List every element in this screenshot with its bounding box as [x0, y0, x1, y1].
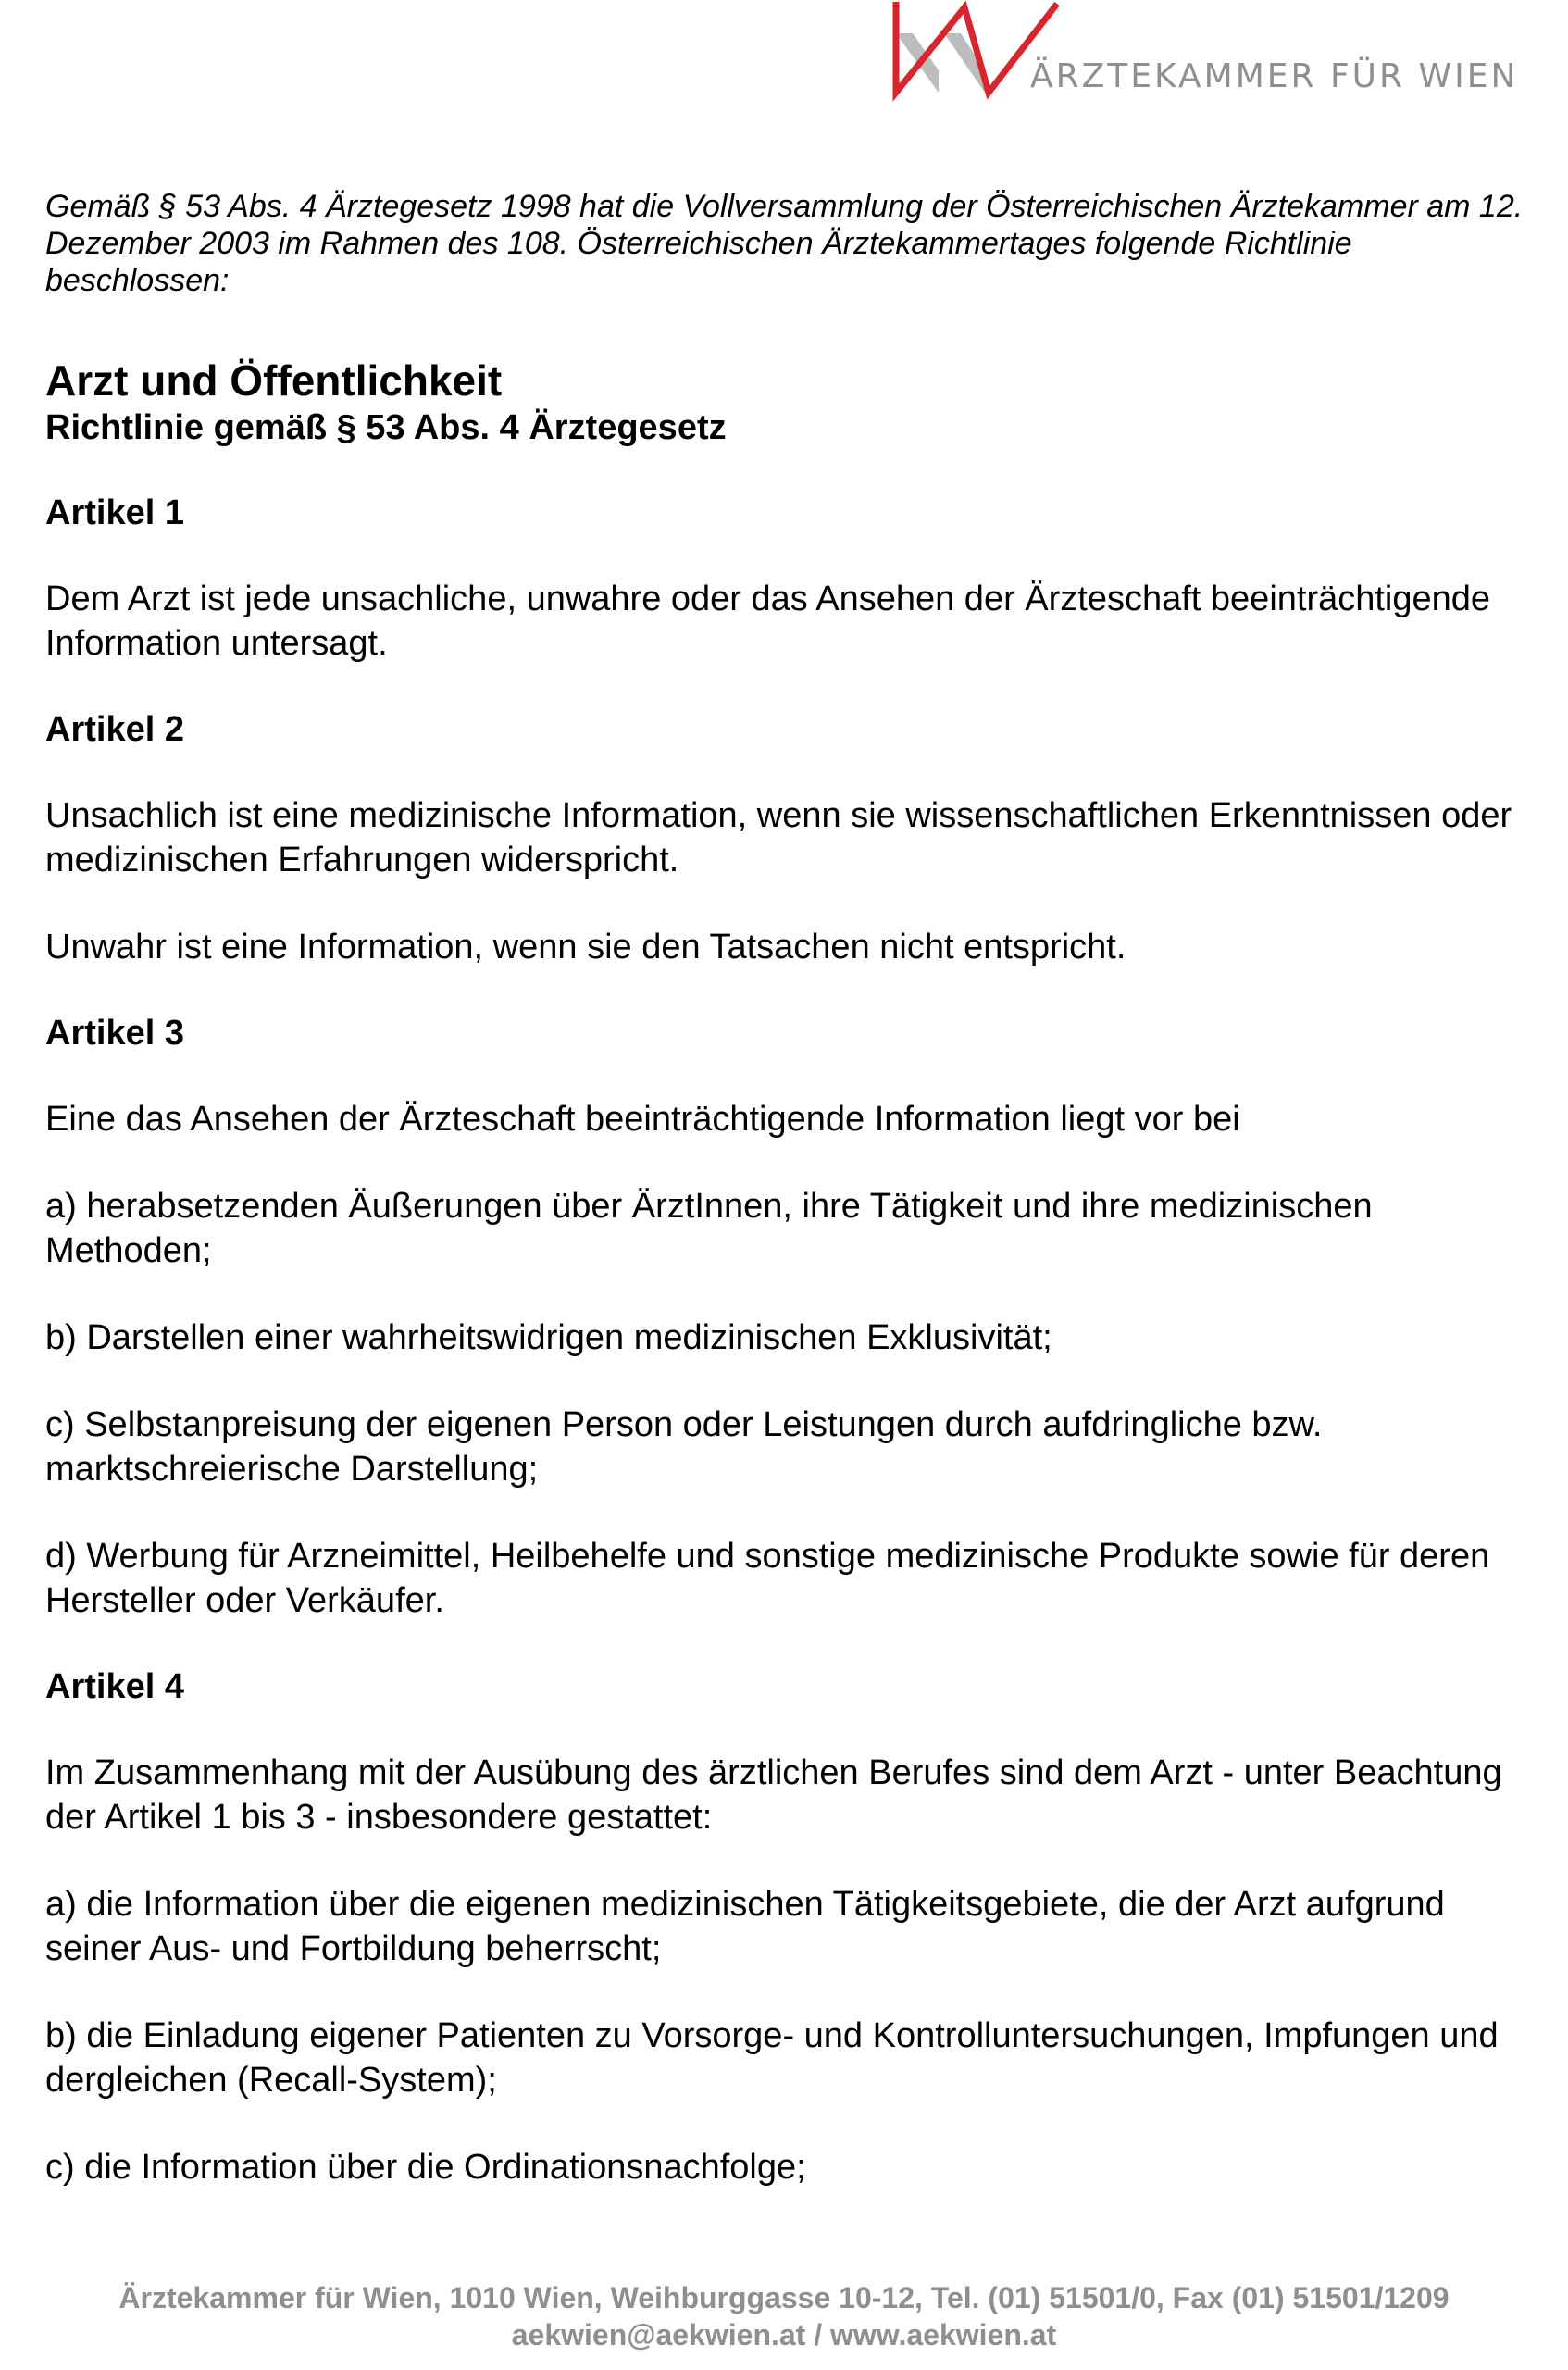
- article-heading: Artikel 3: [45, 1014, 184, 1053]
- logo-text: ÄRZTEKAMMER FÜR WIEN: [1030, 57, 1519, 95]
- article-list-item: b) die Einladung eigener Patienten zu Vorsorge- und Kontrolluntersuchungen, Impfungen und dergleichen (Recall-System);: [45, 2016, 1499, 2100]
- article-4: [45, 1665, 1526, 2189]
- article-1: [45, 492, 1526, 666]
- article-paragraph: Dem Arzt ist jede unsachliche, unwahre oder das Ansehen der Ärzteschaft beeinträchtigende Information untersagt.: [45, 580, 1491, 663]
- document-title: Arzt und Öffentlichkeit: [45, 356, 503, 405]
- document-body: [45, 188, 1526, 2189]
- article-heading: Artikel 2: [45, 710, 184, 749]
- aekwien-logo: [889, 0, 1527, 106]
- article-2: [45, 708, 1526, 969]
- footer-contact: aekwien@aekwien.at / www.aekwien.at: [511, 2318, 1057, 2351]
- article-paragraph: Eine das Ansehen der Ärzteschaft beeinträchtigende Information liegt vor bei: [45, 1100, 1240, 1139]
- article-list-item: c) Selbstanpreisung der eigenen Person oder Leistungen durch aufdringliche bzw. marktschreierische Darstellung;: [45, 1405, 1323, 1489]
- article-list-item: c) die Information über die Ordinationsnachfolge;: [45, 2148, 806, 2187]
- footer-address: Ärztekammer für Wien, 1010 Wien, Weihburggasse 10-12, Tel. (01) 51501/0, Fax (01) 51501/1209: [118, 2281, 1450, 2314]
- article-list-item: b) Darstellen einer wahrheitswidrigen medizinischen Exklusivität;: [45, 1318, 1052, 1357]
- article-heading: Artikel 1: [45, 493, 184, 532]
- article-list-item: a) die Information über die eigenen medizinischen Tätigkeitsgebiete, die der Arzt aufgrund seiner Aus- und Fortbildung beherrscht;: [45, 1885, 1445, 1968]
- article-paragraph: Im Zusammenhang mit der Ausübung des ärztlichen Berufes sind dem Arzt - unter Beachtung der Artikel 1 bis 3 - insbesondere gestattet:: [45, 1753, 1502, 1837]
- article-list-item: d) Werbung für Arzneimittel, Heilbehelfe und sonstige medizinische Produkte sowie für deren Hersteller oder Verkäufer.: [45, 1537, 1490, 1620]
- article-paragraph: Unwahr ist eine Information, wenn sie den Tatsachen nicht entspricht.: [45, 928, 1126, 967]
- document-subtitle: Richtlinie gemäß § 53 Abs. 4 Ärztegesetz: [45, 408, 727, 447]
- intro-paragraph: Gemäß § 53 Abs. 4 Ärztegesetz 1998 hat die Vollversammlung der Österreichischen Ärztekammer am 12. Dezember 2003 im Rahmen des 108. Österreichischen Ärztekammertages folgende Richtlinie beschlossen:: [45, 189, 1524, 298]
- page-footer: [0, 2279, 1568, 2353]
- article-3: [45, 1012, 1526, 1623]
- article-paragraph: Unsachlich ist eine medizinische Information, wenn sie wissenschaftlichen Erkenntnissen oder medizinischen Erfahrungen widerspricht.: [45, 796, 1512, 879]
- article-list-item: a) herabsetzenden Äußerungen über ÄrztInnen, ihre Tätigkeit und ihre medizinischen Methoden;: [45, 1187, 1373, 1270]
- article-heading: Artikel 4: [45, 1667, 184, 1706]
